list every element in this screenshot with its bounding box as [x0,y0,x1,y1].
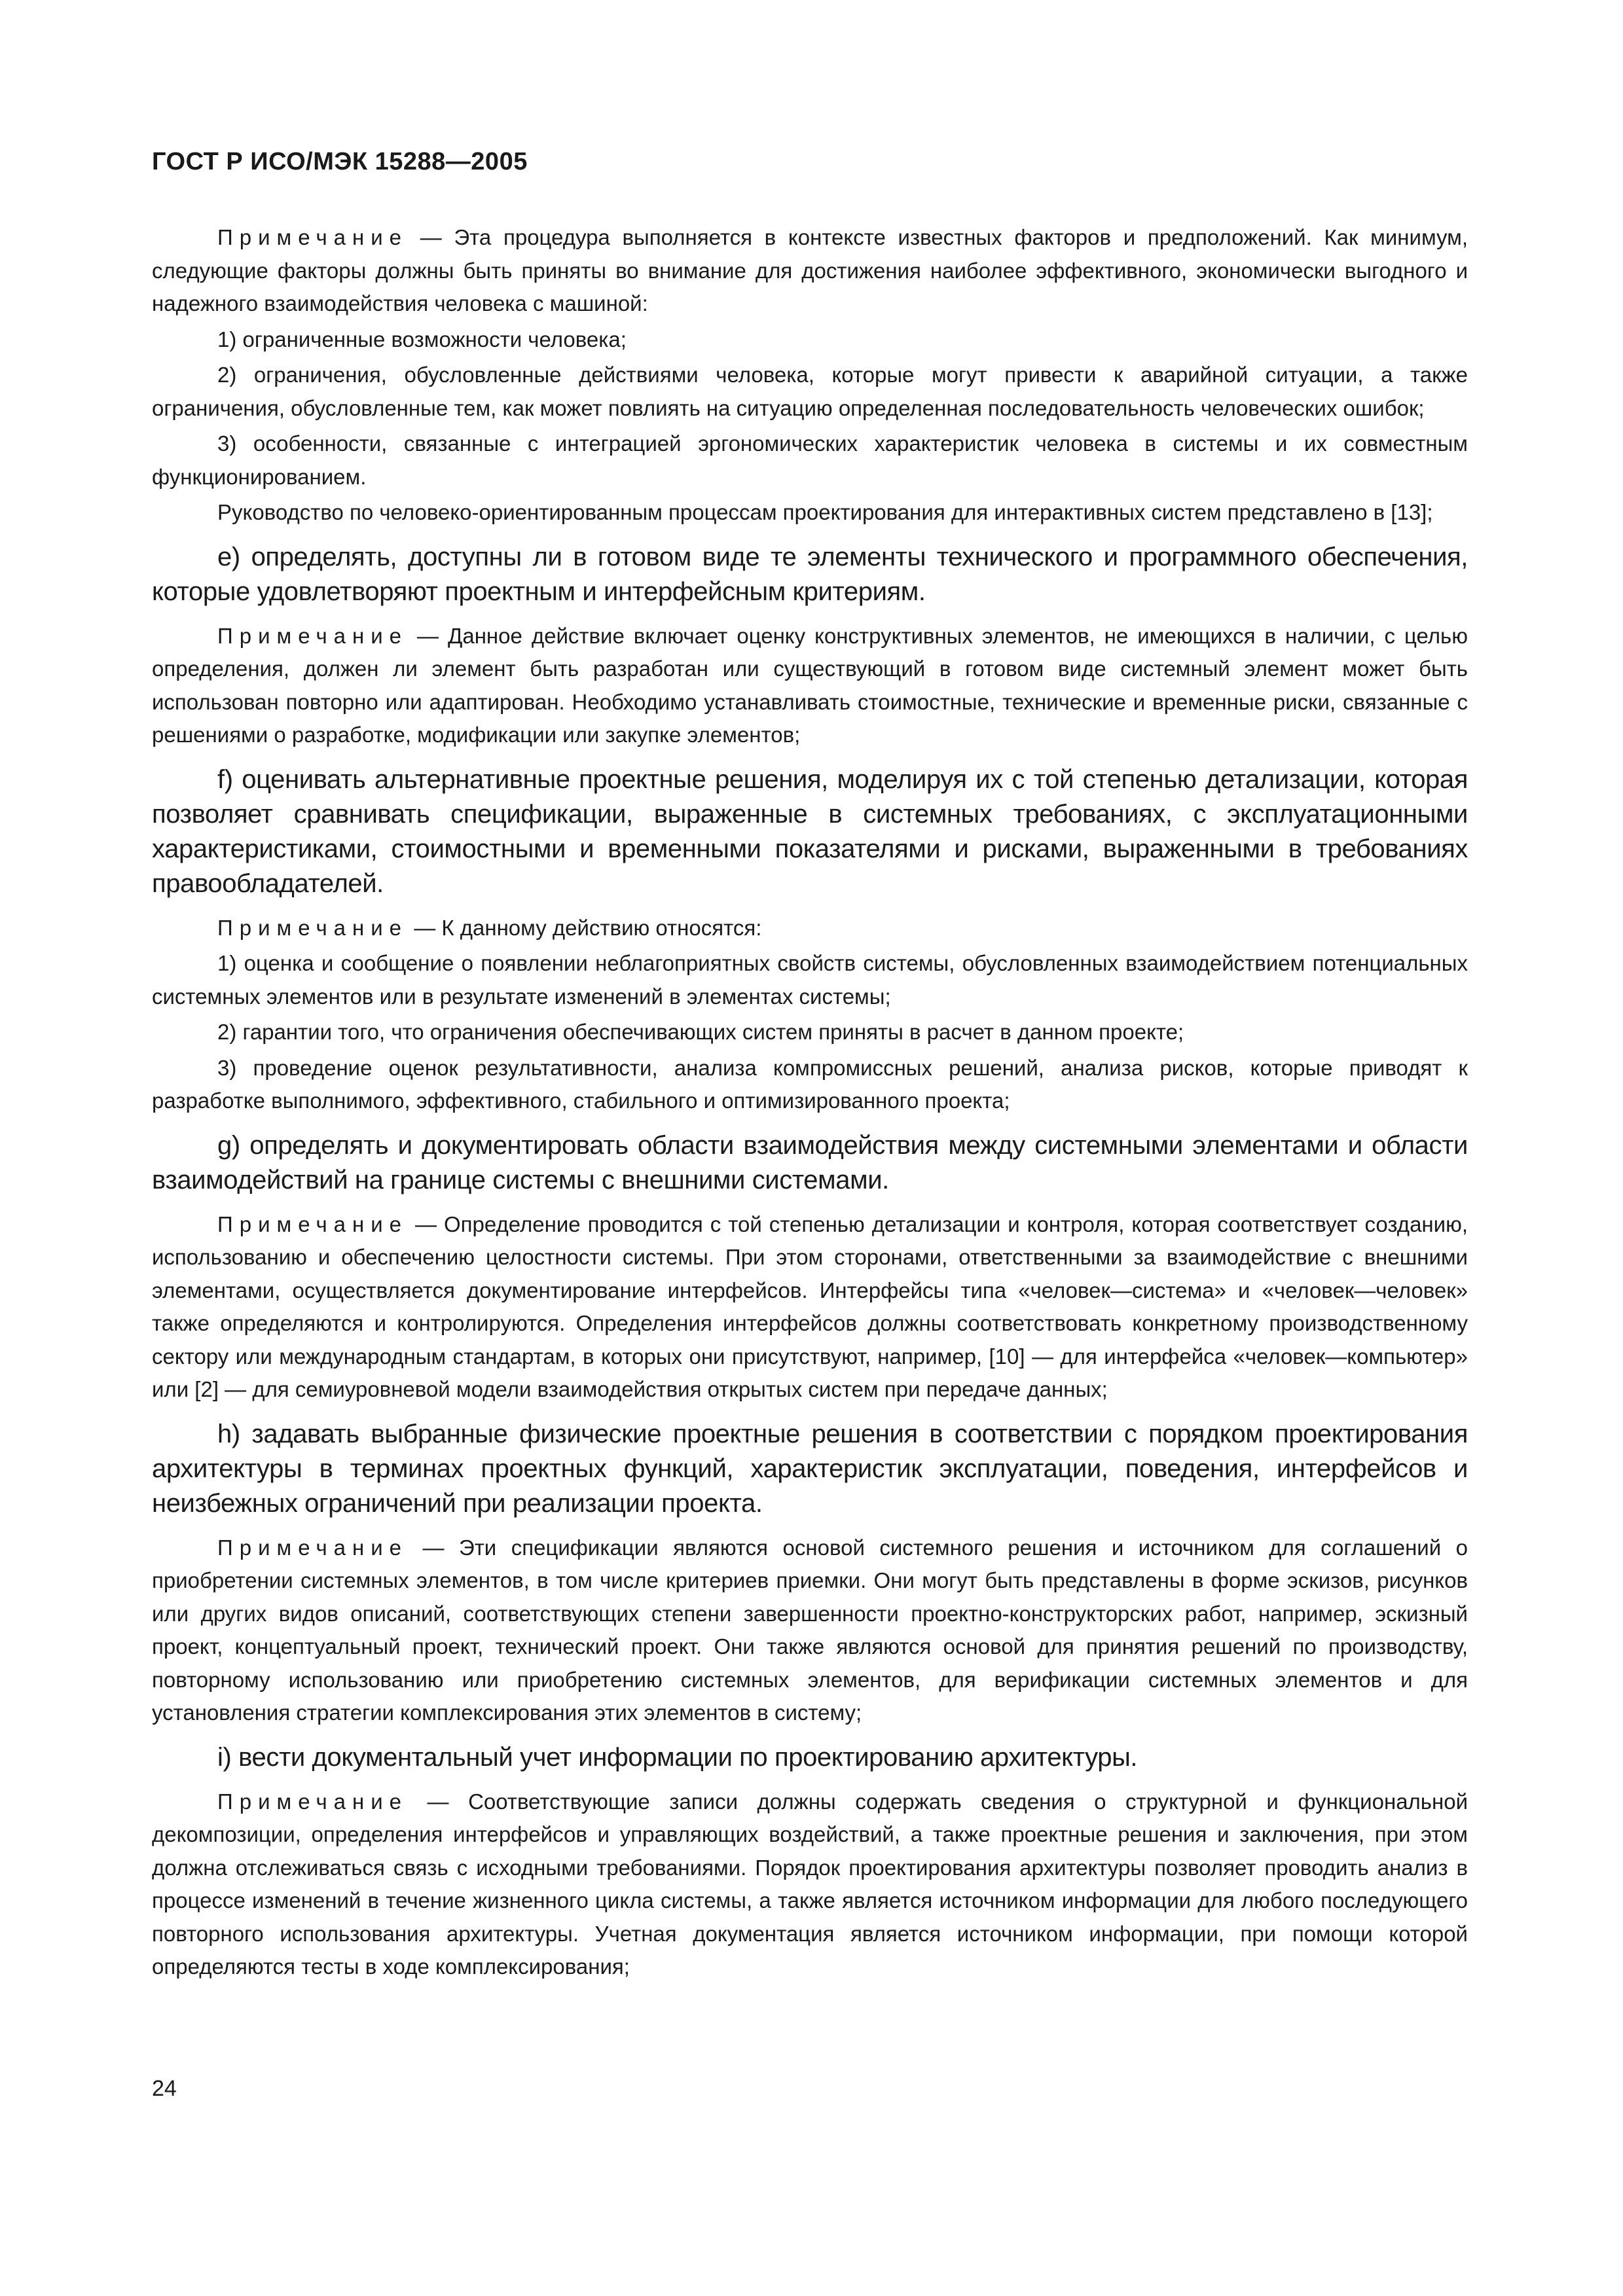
note-text: — Определение проводится с той степенью детализации и контроля, которая соответствует созданию, использованию и обеспечению целостности системы. При этом сторонами, ответственными за взаимодействие с внешними элементами, осуществляется документирование интерфейсов. Интерфейсы типа «человек—система» и «человек—человек» также определяются и контролируются. Определения интерфейсов должны соответствовать конкретному производственному сектору или международным стандартам, в которых они присутствуют, например, [10] — для интерфейса «человек—компьютер» или [2] — для семиуровневой модели взаимодействия открытых систем при передаче данных; [152,1211,1468,1401]
note-paragraph [152,1532,1468,1730]
note-label: Примечание [217,1789,409,1814]
note-list-item: 1) оценка и сообщение о появлении неблагоприятных свойств системы, обусловленных взаимодействием потенциальных системных элементов или в результате изменений в элементах системы; [152,951,1468,1009]
document-header: ГОСТ Р ИСО/МЭК 15288—2005 [152,148,528,175]
document-body [152,221,1468,1986]
note-list-item: 3) проведение оценок результативности, анализа компромиссных решений, анализа рисков, которые приводят к разработке выполнимого, эффективного, стабильного и оптимизированного проекта; [152,1055,1468,1113]
note-list-item: 3) особенности, связанные с интеграцией эргономических характеристик человека в системы и их совместным функционированием. [152,431,1468,489]
note-label: Примечание [217,225,409,249]
note-paragraph [152,1208,1468,1407]
note-text: — Соответствующие записи должны содержать сведения о структурной и функциональной декомпозиции, определения интерфейсов и управляющих воздействий, а также проектные решения и заключения, при этом должна отслеживаться связь с исходными требованиями. Порядок проектирования архитектуры позволяет проводить анализ в процессе изменений в течение жизненного цикла системы, а также является источником информации для любого последующего повторного использования архитектуры. Учетная документация является источником информации, при помощи которой определяются тесты в ходе комплексирования; [152,1789,1468,1979]
list-item-f: f) оценивать альтернативные проектные решения, моделируя их с той степенью детализации, которая позволяет сравнивать спецификации, выраженные в системных требованиях, с эксплуатационными характеристиками, стоимостными и временными показателями и рисками, выраженными в требованиях правообладателей. [152,764,1468,898]
note-label: Примечание [217,1535,409,1560]
note-list-item: 2) гарантии того, что ограничения обеспечивающих систем приняты в расчет в данном проекте; [217,1020,1184,1044]
note-label: Примечание [217,1211,409,1236]
list-item-i: i) вести документальный учет информации по проектированию архитектуры. [217,1742,1138,1772]
note-label: Примечание [217,915,409,940]
note-paragraph [152,620,1468,752]
note-text: — Эти спецификации являются основой системного решения и источником для соглашений о приобретении системных элементов, в том числе критериев приемки. Они могут быть представлены в форме эскизов, рисунков или других видов описаний, соответствующих степени завершенности проектно-конструкторских работ, например, эскизный проект, концептуальный проект, технический проект. Они также являются основой для принятия решений по производству, повторному использованию или приобретению системных элементов, для верификации системных элементов и для установления стратегии комплексирования этих элементов в систему; [152,1535,1468,1725]
note-text: — Эта процедура выполняется в контексте известных факторов и предположений. Как минимум, следующие факторы должны быть приняты во внимание для достижения наиболее эффективного, экономически выгодного и надежного взаимодействия человека с машиной: [152,225,1468,315]
note-text: — Данное действие включает оценку конструктивных элементов, не имеющихся в наличии, с целью определения, должен ли элемент быть разработан или существующий в готовом виде системный элемент может быть использован повторно или адаптирован. Необходимо устанавливать стоимостные, технические и временные риски, связанные с решениями о разработке, модификации или закупке элементов; [152,623,1468,747]
note-text: — К данному действию относятся: [414,915,762,940]
note-list-item: 1) ограниченные возможности человека; [217,327,627,351]
note-reference-paragraph: Руководство по человеко-ориентированным процессам проектирования для интерактивных систем представлено в [13]; [217,500,1433,524]
note-label: Примечание [217,623,409,648]
note-paragraph [152,221,1468,321]
note-list-item: 2) ограничения, обусловленные действиями человека, которые могут привести к аварийной ситуации, а также ограничения, обусловленные тем, как может повлиять на ситуацию определенная последовательность человеческих ошибок; [152,363,1468,420]
list-item-g: g) определять и документировать области взаимодействия между системными элементами и области взаимодействий на границе системы с внешними системами. [152,1130,1468,1194]
page-number: 24 [152,2076,177,2101]
note-paragraph [152,912,1468,945]
list-item-h: h) задавать выбранные физические проектные решения в соответствии с порядком проектирования архитектуры в терминах проектных функций, характеристик эксплуатации, поведения, интерфейсов и неизбежных ограничений при реализации проекта. [152,1419,1468,1518]
note-paragraph [152,1785,1468,1984]
list-item-e: e) определять, доступны ли в готовом виде те элементы технического и программного обеспечения, которые удовлетворяют проектным и интерфейсным критериям. [152,542,1468,606]
